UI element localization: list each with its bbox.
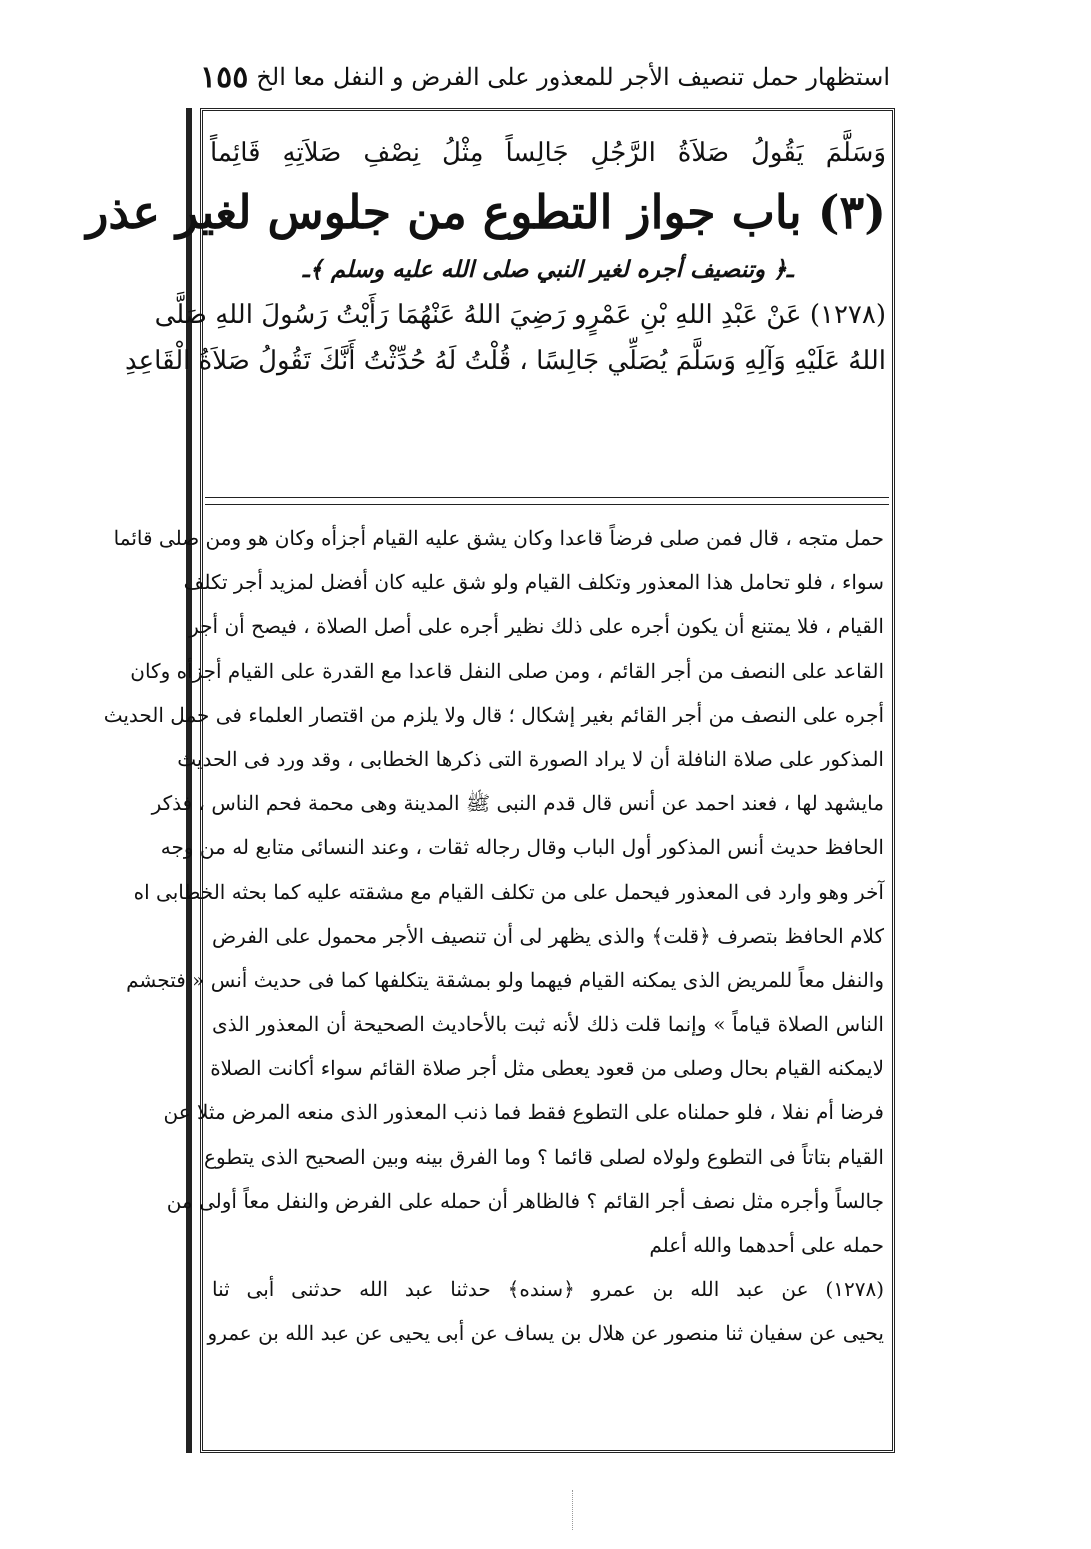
commentary-line: القيام بتاتاً فى التطوع ولولاه لصلى قائما ؟ وما الفرق بينه وبين الصحيح الذى يتطوع xyxy=(204,1144,884,1169)
chapter-heading: (٣) باب جواز التطوع من جلوس لغير عذر xyxy=(86,185,886,239)
commentary-line: جالساً وأجره مثل نصف أجر القائم ؟ فالظاهر أن حمله على الفرض والنفل معاً أولى من xyxy=(166,1188,884,1213)
commentary-line: أجره على النصف من أجر القائم بغير إشكال ؛ قال ولا يلزم من اقتصار العلماء فى حمل الحديث xyxy=(103,702,884,727)
commentary-line: لايمكنه القيام بحال وصلى من قعود يعطى مثل أجر صلاة القائم سواء أكانت الصلاة xyxy=(210,1056,884,1081)
hadith-section xyxy=(86,130,886,384)
page-header xyxy=(200,55,890,99)
isnad-line: (١٢٧٨) عن عبد الله بن عمرو ﴿سنده﴾ حدثنا عبد الله حدثنى أبى ثنا xyxy=(212,1277,884,1302)
commentary-line: مايشهد لها ، فعند احمد عن أنس قال قدم النبى ﷺ المدينة وهى محمة فحم الناس ، فذكر xyxy=(151,791,884,816)
commentary-line: فرضا أم نفلا ، فلو حملناه على التطوع فقط فما ذنب المعذور الذى منعه المرض مثلا عن xyxy=(163,1100,884,1125)
commentary-block xyxy=(103,516,884,1356)
page-number: ١٥٥ xyxy=(200,59,249,95)
gutter-mark xyxy=(572,1490,574,1530)
running-title: استظهار حمل تنصيف الأجر للمعذور على الفرض و النفل معا الخ xyxy=(256,63,890,91)
hadith-text-line: (١٢٧٨) عَنْ عَبْدِ اللهِ بْنِ عَمْرٍو رَضِيَ اللهُ عَنْهُمَا رَأَيْتُ رَسُولَ اللهِ صَلَّى xyxy=(154,300,886,330)
isnad-line: يحيى عن سفيان ثنا منصور عن هلال بن يساف عن أبى يحيى عن عبد الله بن عمرو xyxy=(207,1321,884,1346)
commentary-line: المذكور على صلاة النافلة أن لا يراد الصورة التى ذكرها الخطابى ، وقد ورد فى الحديث xyxy=(177,746,884,771)
commentary-line: سواء ، فلو تحامل هذا المعذور وتكلف القيام ولو شق عليه كان أفضل لمزيد أجر تكلف xyxy=(183,570,884,595)
commentary-line: القاعد على النصف من أجر القائم ، ومن صلى النفل قاعدا مع القدرة على القيام أجزأه وكان xyxy=(130,658,884,683)
commentary-line: حمله على أحدهما والله أعلم xyxy=(649,1233,884,1257)
commentary-line: آخر وهو وارد فى المعذور فيحمل على من تكلف القيام مع مشقته عليه كما بحثه الخطابى اه xyxy=(133,879,884,904)
commentary-line: الحافظ حديث أنس المذكور أول الباب وقال رجاله ثقات ، وعند النسائى متابع له من وجه xyxy=(160,835,884,860)
chapter-subheading: ـ﴿ وتنصيف أجره لغير النبي صلى الله عليه وسلم ﴾ـ xyxy=(302,256,794,283)
commentary-line: الناس الصلاة قياماً » وإنما قلت ذلك لأنه ثبت بالأحاديث الصحيحة أن المعذور الذى xyxy=(212,1012,884,1037)
commentary-line: حمل متجه ، قال فمن صلى فرضاً قاعدا وكان يشق عليه القيام أجزأه وكان هو ومن صلى قائما xyxy=(113,526,884,550)
hadith-text-line: اللهُ عَلَيْهِ وَآلِهِ وَسَلَّمَ يُصَلِّي جَالِسًا ، قُلْتُ لَهُ حُدِّثْتُ أَنَّكَ تَقُولُ صَلاَةُ الْقَاعِدِ xyxy=(124,346,886,376)
commentary-line: والنفل معاً للمريض الذى يمكنه القيام فيهما ولو بمشقة يتكلفها كما فى حديث أنس « فتجشم xyxy=(126,967,884,992)
commentary-line: كلام الحافظ بتصرف ﴿قلت﴾ والذى يظهر لى أن تنصيف الأجر محمول على الفرض xyxy=(212,923,884,948)
commentary-line: القيام ، فلا يمتنع أن يكون أجره على ذلك نظير أجره على أصل الصلاة ، فيصح أن أجر xyxy=(189,614,884,639)
section-divider xyxy=(205,497,889,505)
hadith-continuation-line: وَسَلَّمَ يَقُولُ صَلاَةُ الرَّجُلِ جَالِساً مِثْلُ نِصْفِ صَلاَتِهِ قَائِماً xyxy=(210,138,886,168)
